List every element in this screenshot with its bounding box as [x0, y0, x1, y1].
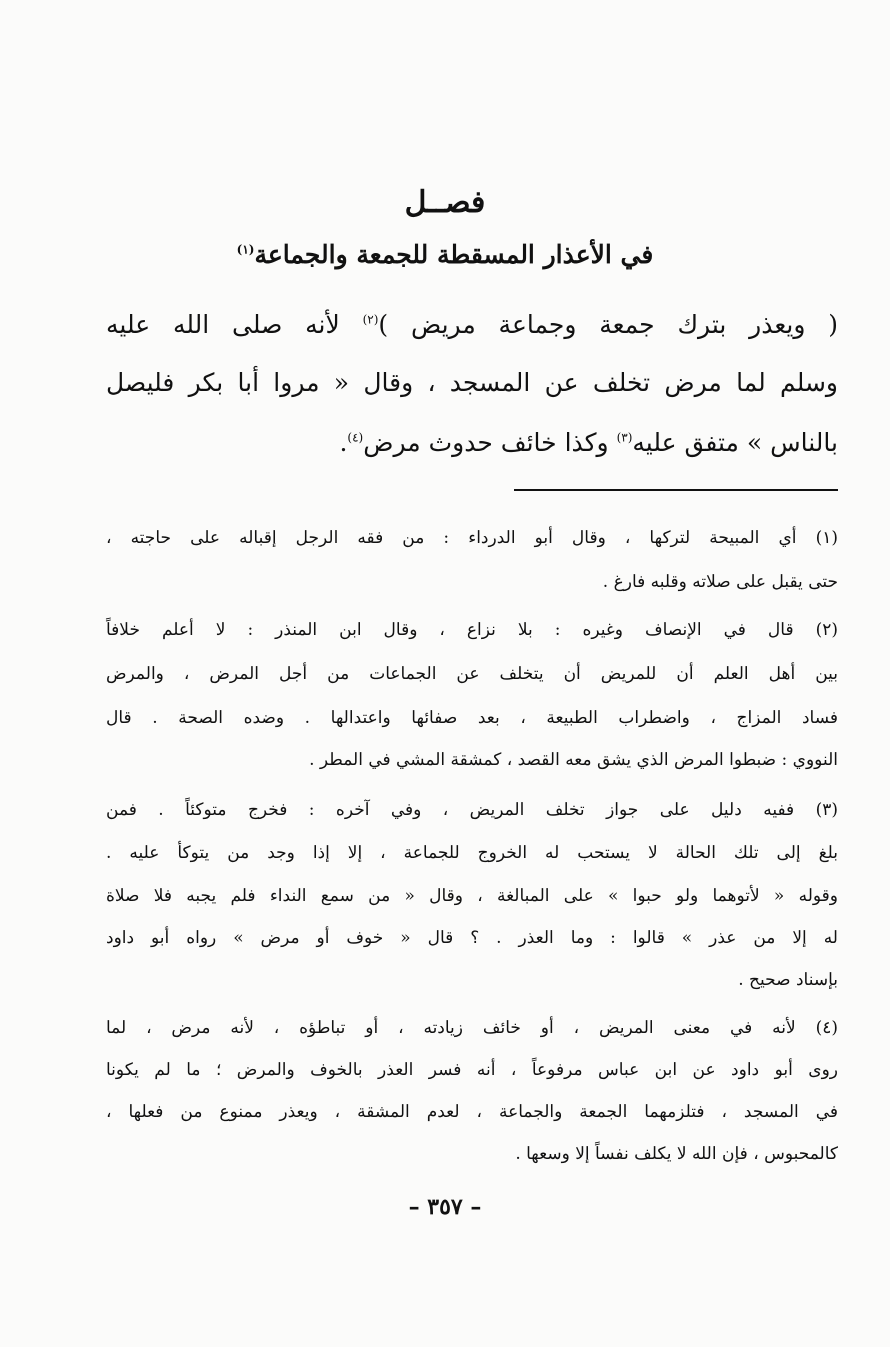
footnote-line: كالمحبوس ، فإن الله لا يكلف نفساً إلا وسعها . [515, 1144, 838, 1164]
main-text-segment: وكذا خائف حدوث مرض [363, 428, 609, 457]
footnote-separator [514, 489, 838, 491]
footnote-line: فساد المزاج ، واضطراب الطبيعة ، بعد صفائها واعتدالها . وضده الصحة . قال [106, 708, 838, 728]
main-text-segment: ( ويعذر بترك جمعة وجماعة مريض ) [378, 310, 838, 339]
footnote-line: وقوله « لأتوهما ولو حبوا » على المبالغة ، وقال « من سمع النداء فلم يجبه فلا صلاة [106, 886, 838, 906]
footnote-line: بلغ إلى تلك الحالة لا يستحب له الخروج للجماعة ، إلا إذا وجد من يتوكأ عليه . [106, 843, 838, 863]
main-text-line [106, 430, 838, 455]
section-subtitle [0, 240, 890, 270]
footnote-line: في المسجد ، فتلزمهما الجمعة والجماعة ، لعدم المشقة ، ويعذر ممنوع من فعلها ، [106, 1102, 838, 1122]
footnote-line: (٤) لأنه في معنى المريض ، أو خائف زيادته ، أو تباطؤه ، لأنه مرض ، لما [106, 1018, 838, 1038]
footnote-line: بإسناد صحيح . [738, 970, 838, 990]
page-number: – ٣٥٧ – [408, 1194, 482, 1220]
footnote-ref-4: (٤) [347, 430, 364, 445]
main-text-line: وسلم لما مرض تخلف عن المسجد ، وقال « مروا أبا بكر فليصل [106, 368, 838, 397]
main-text-segment: . [339, 428, 348, 457]
subtitle-text: في الأعذار المسقطة للجمعة والجماعة [254, 240, 654, 269]
footnote-line: (١) أي المبيحة لتركها ، وقال أبو الدرداء : من فقه الرجل إقباله على حاجته ، [106, 528, 838, 548]
footnote-ref-1: (١) [236, 242, 255, 257]
footnote-line: حتى يقبل على صلاته وقلبه فارغ . [602, 572, 838, 592]
main-text-segment: لأنه صلى الله عليه [106, 310, 340, 339]
footnote-line: (٣) ففيه دليل على جواز تخلف المريض ، وفي آخره : فخرج متوكئاً . فمن [106, 800, 838, 820]
footnote-line: النووي : ضبطوا المرض الذي يشق معه القصد ، كمشقة المشي في المطر . [309, 750, 838, 770]
footnote-ref-3: (٣) [616, 430, 633, 445]
footnote-line: بين أهل العلم أن للمريض أن يتخلف عن الجماعات من أجل المرض ، والمرض [106, 664, 838, 684]
main-text-segment: بالناس » متفق عليه [632, 428, 838, 457]
footnote-line: له إلا من عذر » قالوا : وما العذر . ؟ قال « خوف أو مرض » رواه أبو داود [106, 928, 838, 948]
main-text-line [106, 312, 838, 337]
section-title: فصــل [404, 185, 486, 220]
footnote-line: روى أبو داود عن ابن عباس مرفوعاً ، أنه فسر العذر بالخوف والمرض ؛ ما لم يكونا [106, 1060, 838, 1080]
footnote-line: (٢) قال في الإنصاف وغيره : بلا نزاع ، وقال ابن المنذر : لا أعلم خلافاً [106, 620, 838, 640]
footnote-ref-2: (٢) [362, 312, 379, 327]
